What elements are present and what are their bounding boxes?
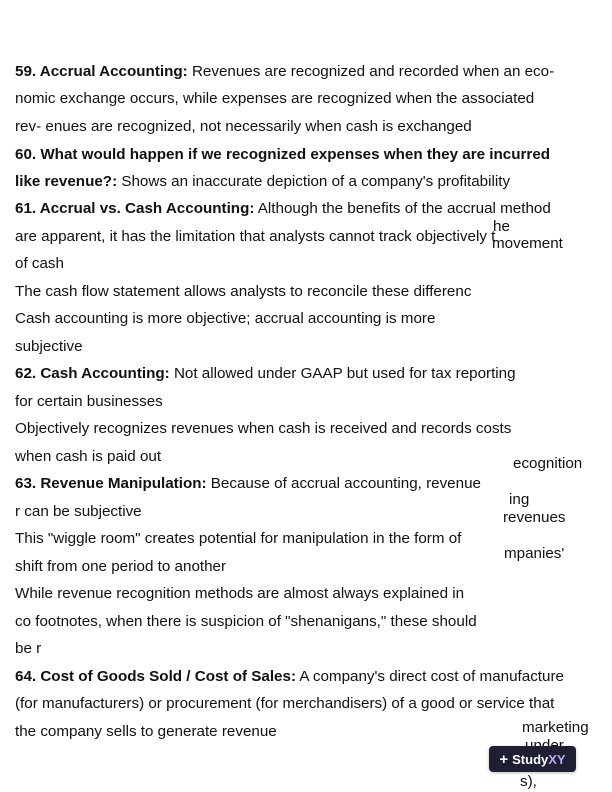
term-heading: 62. Cash Accounting: [15, 365, 170, 382]
term-text: Revenues are recognized and recorded when an eco- [187, 63, 555, 80]
term-text: This "wiggle room" creates potential for manipulation in the form of [15, 530, 462, 547]
term-text: r can be subjective [15, 503, 142, 520]
term-text: Shows an inaccurate depiction of a company's profitability [117, 173, 511, 190]
text-line [15, 695, 554, 713]
text-line [15, 200, 551, 218]
text-line [15, 668, 564, 686]
term-text: nomic exchange occurs, while expenses are recognized when the associated [15, 90, 535, 107]
text-line [15, 173, 510, 191]
text-line [15, 283, 471, 301]
term-text: rev- enues are recognized, not necessarily when cash is exchanged [15, 118, 472, 135]
text-line [15, 640, 41, 658]
term-text: for certain businesses [15, 393, 163, 410]
term-text: The cash flow statement allows analysts to reconcile these differenc [15, 283, 472, 300]
term-text: the company sells to generate revenue [15, 723, 277, 740]
term-text: Not allowed under GAAP but used for tax reporting [169, 365, 516, 382]
term-text: (for manufacturers) or procurement (for merchandisers) of a good or service that [15, 695, 555, 712]
term-heading: 61. Accrual vs. Cash Accounting: [15, 200, 255, 217]
text-line [15, 146, 550, 164]
text-line [15, 228, 495, 246]
text-line [15, 420, 511, 438]
text-fragment: marketing [522, 719, 589, 736]
term-text: While revenue recognition methods are almost always explained in [15, 585, 465, 602]
term-heading: like revenue?: [15, 173, 118, 190]
term-text: A company's direct cost of manufacture [296, 668, 564, 685]
text-line [15, 585, 464, 603]
term-text: Objectively recognizes revenues when cash is received and records costs [15, 420, 512, 437]
text-line [15, 338, 83, 356]
text-fragment: ing [509, 491, 530, 508]
text-line [15, 448, 161, 466]
term-heading: 64. Cost of Goods Sold / Cost of Sales: [15, 668, 296, 685]
text-line [15, 365, 516, 383]
term-text: Because of accrual accounting, revenue [206, 475, 481, 492]
term-text: of cash [15, 255, 64, 272]
text-line [15, 530, 461, 548]
term-heading: 63. Revenue Manipulation: [15, 475, 207, 492]
term-text: subjective [15, 338, 83, 355]
text-fragment: s), [520, 773, 537, 790]
term-heading: 60. What would happen if we recognized expenses when they are incurred [15, 146, 551, 163]
term-text: be r [15, 640, 42, 657]
brand-name: StudyXY [512, 751, 566, 767]
term-text: Although the benefits of the accrual method [254, 200, 551, 217]
text-fragment: ecognition [513, 455, 583, 472]
text-line [15, 503, 142, 521]
text-fragment: revenues [503, 509, 566, 526]
text-fragment: mpanies' [504, 545, 565, 562]
term-text: co footnotes, when there is suspicion of "shenanigans," these should [15, 613, 477, 630]
term-text: Cash accounting is more objective; accrual accounting is more [15, 310, 436, 327]
text-line [15, 310, 435, 328]
text-line [15, 90, 534, 108]
text-line [15, 475, 481, 493]
text-line [15, 393, 163, 411]
text-line [15, 558, 226, 576]
text-fragment: movement [492, 235, 563, 252]
text-line [15, 63, 554, 81]
plus-icon: + [499, 750, 509, 768]
text-fragment: he [493, 218, 510, 235]
term-heading: 59. Accrual Accounting: [15, 63, 188, 80]
text-line [15, 118, 472, 136]
term-text: when cash is paid out [15, 448, 162, 465]
studyxy-badge[interactable] [489, 746, 576, 772]
text-line [15, 255, 64, 273]
term-text: are apparent, it has the limitation that analysts cannot track objectively t [15, 228, 496, 245]
text-line [15, 723, 277, 741]
text-line [15, 613, 477, 631]
term-text: shift from one period to another [15, 558, 227, 575]
